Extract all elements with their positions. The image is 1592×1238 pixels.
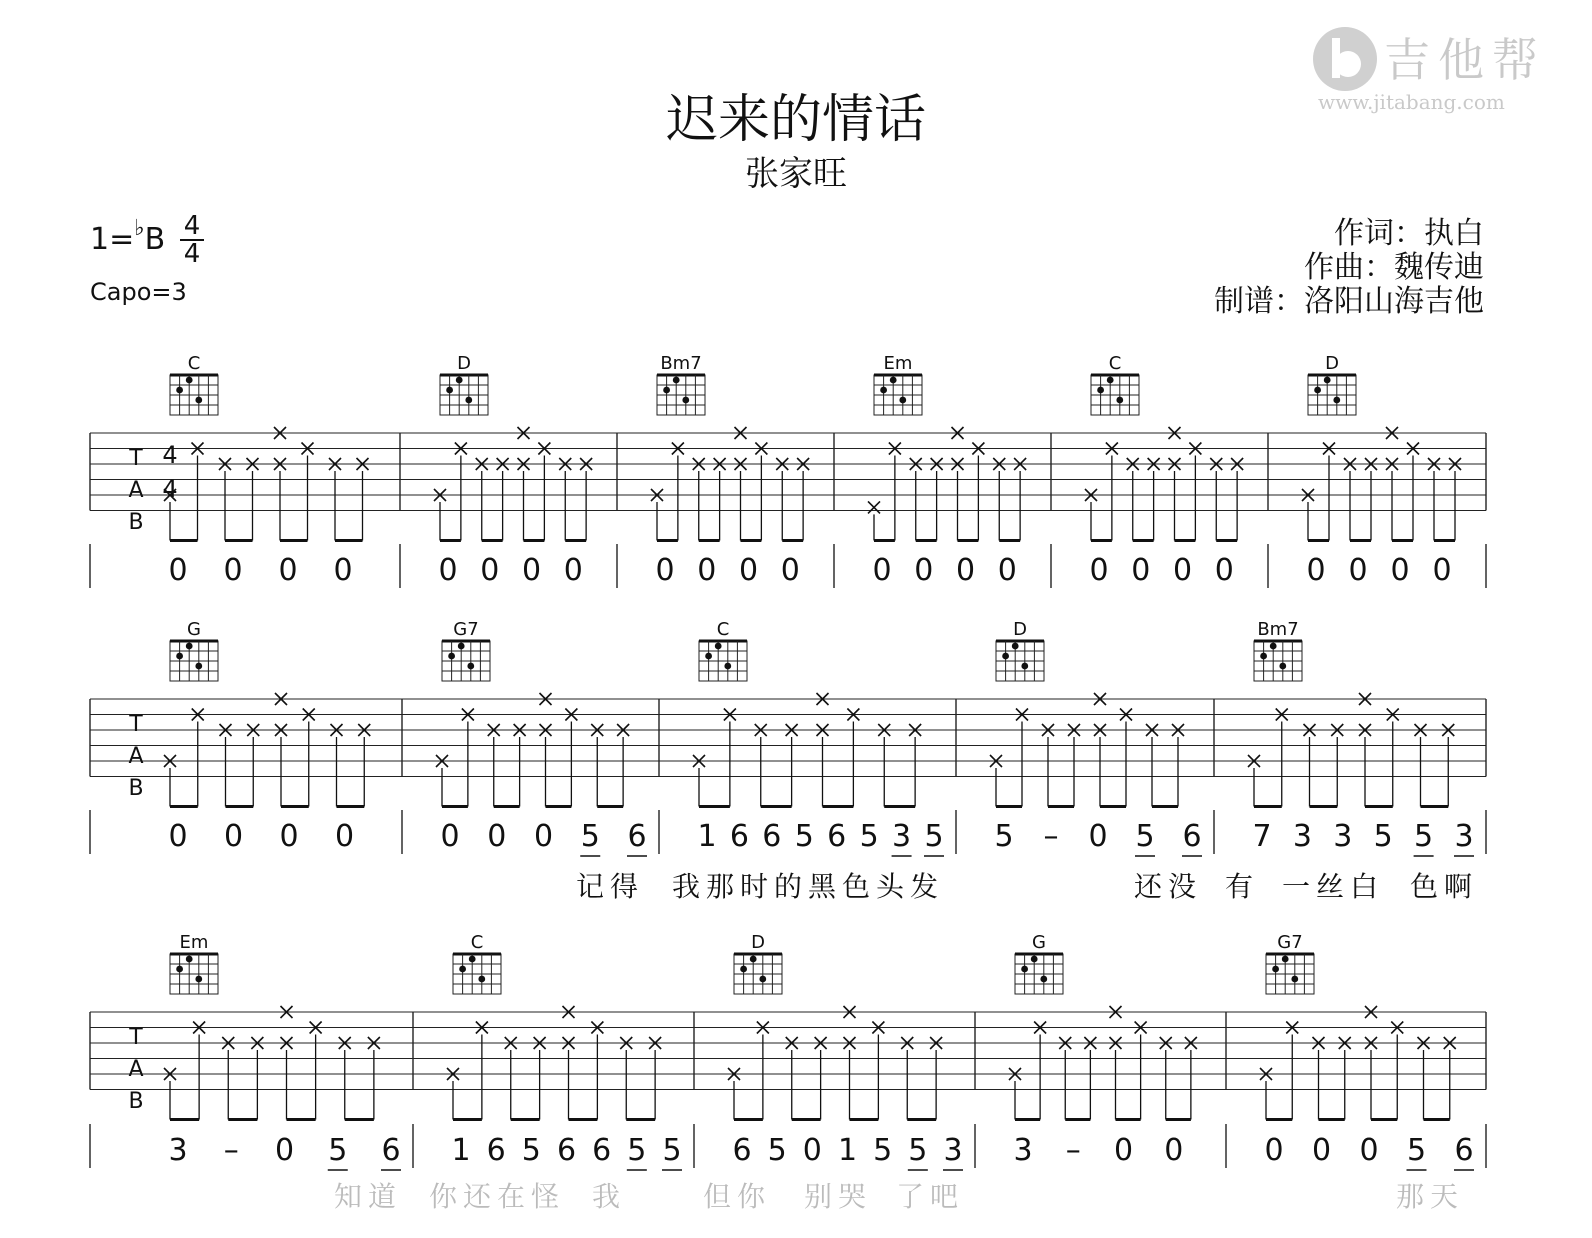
jianpu-note: 0 xyxy=(334,819,355,854)
chord-finger-dot xyxy=(186,377,193,384)
chord-name: C xyxy=(187,353,201,374)
jianpu-note: 0 xyxy=(955,553,976,588)
credit-lyricist: 作词：执白 xyxy=(1334,216,1484,251)
jianpu-note: 6 xyxy=(1182,819,1202,854)
capo-indicator: Capo=3 xyxy=(90,278,187,306)
chord-finger-dot xyxy=(673,377,680,384)
jianpu-note: 0 xyxy=(1306,553,1326,588)
jianpu-note: 0 xyxy=(1113,1133,1134,1168)
chord-finger-dot xyxy=(467,663,474,670)
jianpu-note: 0 xyxy=(521,553,542,588)
chord-name: Bm7 xyxy=(660,353,702,374)
jianpu-note: 3 xyxy=(943,1133,963,1168)
chord-finger-dot xyxy=(1270,643,1277,650)
tab-clef-letter: T xyxy=(129,446,143,471)
jianpu-note: 5 xyxy=(580,819,600,854)
time-sig-bottom: 4 xyxy=(183,239,201,269)
tab-clef-letter: A xyxy=(128,744,144,769)
jianpu-note: 3 xyxy=(1454,819,1474,854)
chord-finger-dot xyxy=(176,387,183,394)
chord-finger-dot xyxy=(176,653,183,660)
lyric-text: 我 xyxy=(591,1180,627,1213)
jianpu-note: 0 xyxy=(997,553,1017,588)
jianpu-note: 1 xyxy=(451,1133,471,1168)
chord-finger-dot xyxy=(1279,663,1286,670)
chord-finger-dot xyxy=(1097,387,1104,394)
jianpu-note: 5 xyxy=(328,1133,348,1168)
strum-mark xyxy=(868,501,880,513)
chord-finger-dot xyxy=(724,663,731,670)
chord-finger-dot xyxy=(195,397,202,404)
jianpu-note: 0 xyxy=(1432,553,1452,588)
jianpu-note: 6 xyxy=(732,1133,752,1168)
jianpu-note: 0 xyxy=(438,553,458,588)
credit-composer: 作曲：魏传迪 xyxy=(1304,250,1484,285)
chord-finger-dot xyxy=(1040,976,1047,983)
chord-finger-dot xyxy=(448,653,455,660)
jianpu-note: 0 xyxy=(1264,1133,1284,1168)
tab-clef-letter: B xyxy=(128,510,144,535)
jianpu-note: 0 xyxy=(1172,553,1193,588)
chord-finger-dot xyxy=(1012,643,1019,650)
chord-finger-dot xyxy=(1107,377,1114,384)
chord-finger-dot xyxy=(1333,397,1340,404)
jianpu-note: 0 xyxy=(274,1133,295,1168)
chord-finger-dot xyxy=(195,976,202,983)
jianpu-note: 5 xyxy=(873,1133,893,1168)
jianpu-note: 5 xyxy=(994,819,1014,854)
chord-name: D xyxy=(751,932,765,953)
chord-finger-dot xyxy=(682,397,689,404)
jianpu-note: 0 xyxy=(168,819,188,854)
chord-finger-dot xyxy=(1282,956,1289,963)
chord-finger-dot xyxy=(1272,966,1279,973)
chord-finger-dot xyxy=(663,387,670,394)
chord-finger-dot xyxy=(899,397,906,404)
chord-finger-dot xyxy=(176,966,183,973)
jianpu-note: 0 xyxy=(1311,1133,1332,1168)
jianpu-note: 0 xyxy=(738,553,759,588)
chord-finger-dot xyxy=(195,663,202,670)
tab-clef-letter: A xyxy=(128,478,144,503)
jianpu-note: 5 xyxy=(794,819,814,854)
lyric-text: 还没 xyxy=(1133,870,1203,903)
chord-name: G xyxy=(187,619,201,640)
jianpu-note: 0 xyxy=(1131,553,1151,588)
chord-name: G xyxy=(1032,932,1046,953)
chord-finger-dot xyxy=(750,956,757,963)
jianpu-note: 0 xyxy=(914,553,934,588)
chord-finger-dot xyxy=(459,966,466,973)
jianpu-note: 0 xyxy=(168,553,188,588)
jianpu-note: 5 xyxy=(627,1133,647,1168)
jianpu-note: 5 xyxy=(924,819,944,854)
chord-finger-dot xyxy=(715,643,722,650)
chord-finger-dot xyxy=(759,976,766,983)
chord-name: Em xyxy=(883,353,913,374)
chord-name: Bm7 xyxy=(1257,619,1299,640)
sustain-dash: – xyxy=(1043,819,1059,854)
jianpu-note: 0 xyxy=(223,819,244,854)
lyric-text: 但你 xyxy=(702,1180,772,1213)
jianpu-note: 3 xyxy=(892,819,912,854)
jianpu-note: 0 xyxy=(1390,553,1410,588)
jianpu-note: 0 xyxy=(533,819,554,854)
jianpu-note: 6 xyxy=(762,819,782,854)
jianpu-note: 3 xyxy=(168,1133,188,1168)
tab-time-sig-top: 4 xyxy=(162,441,178,469)
watermark-name: 吉他帮 xyxy=(1384,33,1546,87)
jianpu-note: 6 xyxy=(827,819,847,854)
tab-time-sig-bottom: 4 xyxy=(162,475,178,503)
jianpu-note: 0 xyxy=(487,819,507,854)
chord-name: D xyxy=(1325,353,1339,374)
watermark-url: www.jitabang.com xyxy=(1318,90,1505,114)
jianpu-note: 6 xyxy=(381,1133,401,1168)
jianpu-note: 5 xyxy=(767,1133,787,1168)
chord-finger-dot xyxy=(1021,966,1028,973)
chord-finger-dot xyxy=(1291,976,1298,983)
lyric-text: 别哭 xyxy=(803,1180,873,1213)
jianpu-note: 6 xyxy=(627,819,647,854)
tab-clef-letter: B xyxy=(128,776,144,801)
chord-finger-dot xyxy=(446,387,453,394)
chord-name: Em xyxy=(179,932,209,953)
chord-finger-dot xyxy=(478,976,485,983)
chord-finger-dot xyxy=(1031,956,1038,963)
credit-transcriber: 制谱：洛阳山海吉他 xyxy=(1214,284,1484,319)
jianpu-note: 0 xyxy=(1164,1133,1184,1168)
key-note: B xyxy=(144,222,166,257)
flat-symbol: ♭ xyxy=(134,216,145,241)
chord-finger-dot xyxy=(705,653,712,660)
chord-finger-dot xyxy=(1260,653,1267,660)
jianpu-note: 0 xyxy=(480,553,500,588)
chord-finger-dot xyxy=(469,956,476,963)
jianpu-note: 5 xyxy=(1373,819,1393,854)
jianpu-note: 0 xyxy=(440,819,460,854)
chord-finger-dot xyxy=(1324,377,1331,384)
jianpu-note: 1 xyxy=(697,819,717,854)
sustain-dash: – xyxy=(223,1133,239,1168)
chord-finger-dot xyxy=(456,377,463,384)
chord-finger-dot xyxy=(1021,663,1028,670)
time-sig-top: 4 xyxy=(183,211,201,241)
jianpu-note: 0 xyxy=(802,1133,822,1168)
jianpu-note: 0 xyxy=(872,553,892,588)
key-prefix: 1= xyxy=(90,222,135,257)
chord-finger-dot xyxy=(458,643,465,650)
song-title: 迟来的情话 xyxy=(665,90,926,150)
chord-name: G7 xyxy=(1277,932,1303,953)
jianpu-note: 5 xyxy=(1406,1133,1427,1168)
tab-clef-letter: T xyxy=(129,1025,143,1050)
jianpu-note: 0 xyxy=(655,553,675,588)
song-artist: 张家旺 xyxy=(745,154,847,194)
chord-finger-dot xyxy=(880,387,887,394)
chord-name: C xyxy=(716,619,730,640)
chord-name: C xyxy=(1108,353,1122,374)
lyric-text: 有 xyxy=(1224,870,1260,903)
jianpu-note: 0 xyxy=(1088,819,1108,854)
jianpu-note: 0 xyxy=(563,553,583,588)
tab-clef-letter: T xyxy=(129,712,143,737)
jianpu-note: 0 xyxy=(697,553,717,588)
lyric-text: 记得 xyxy=(575,870,645,903)
jianpu-note: 0 xyxy=(1348,553,1368,588)
jianpu-note: 1 xyxy=(837,1133,858,1168)
jianpu-note: 0 xyxy=(1214,553,1234,588)
chord-finger-dot xyxy=(890,377,897,384)
lyric-text: 色啊 xyxy=(1409,870,1479,903)
chord-finger-dot xyxy=(1314,387,1321,394)
jianpu-note: 0 xyxy=(1359,1133,1379,1168)
jianpu-note: 5 xyxy=(1135,819,1155,854)
tab-clef-letter: B xyxy=(128,1089,144,1114)
lyric-text: 一丝白 xyxy=(1281,870,1385,903)
chord-finger-dot xyxy=(740,966,747,973)
jianpu-note: 0 xyxy=(279,819,299,854)
chord-name: D xyxy=(1013,619,1027,640)
chord-finger-dot xyxy=(186,956,193,963)
chord-finger-dot xyxy=(465,397,472,404)
tab-clef-letter: A xyxy=(128,1057,144,1082)
jianpu-note: 0 xyxy=(1089,553,1109,588)
lyric-text: 了吧 xyxy=(895,1180,965,1213)
chord-name: G7 xyxy=(453,619,479,640)
jianpu-note: 5 xyxy=(1414,819,1434,854)
jianpu-note: 6 xyxy=(486,1133,506,1168)
jianpu-note: 5 xyxy=(662,1133,682,1168)
jianpu-note: 6 xyxy=(592,1133,612,1168)
jianpu-note: 3 xyxy=(1013,1133,1033,1168)
jianpu-note: 5 xyxy=(908,1133,928,1168)
sustain-dash: – xyxy=(1065,1133,1081,1168)
jianpu-note: 3 xyxy=(1333,819,1353,854)
jianpu-note: 0 xyxy=(223,553,243,588)
jianpu-note: 6 xyxy=(556,1133,577,1168)
chord-name: D xyxy=(457,353,471,374)
jianpu-note: 6 xyxy=(1454,1133,1474,1168)
jianpu-note: 0 xyxy=(333,553,353,588)
lyric-text: 那天 xyxy=(1395,1180,1465,1213)
jianpu-note: 0 xyxy=(780,553,800,588)
chord-finger-dot xyxy=(1116,397,1123,404)
chord-name: C xyxy=(470,932,484,953)
lyric-text: 我那时的黑色头发 xyxy=(671,870,945,903)
lyric-text: 你还在怪 xyxy=(428,1180,566,1213)
jianpu-note: 3 xyxy=(1292,819,1312,854)
jianpu-note: 6 xyxy=(729,819,749,854)
jianpu-note: 7 xyxy=(1252,819,1272,854)
lyric-text: 知道 xyxy=(333,1180,403,1213)
chord-finger-dot xyxy=(186,643,193,650)
jianpu-note: 5 xyxy=(859,819,879,854)
chord-finger-dot xyxy=(1002,653,1009,660)
jianpu-note: 0 xyxy=(278,553,298,588)
jianpu-note: 5 xyxy=(521,1133,541,1168)
